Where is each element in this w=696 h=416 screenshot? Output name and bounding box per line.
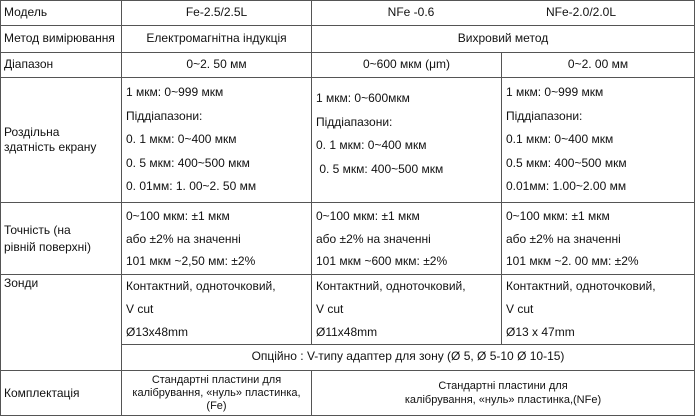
label-method [1,26,122,53]
label-accuracy-line2: рівній поверхні) [4,239,91,254]
accuracy-fe-line: або ±2% на значенні [126,231,241,246]
label-kit-text: Комплектація [4,386,80,400]
label-range [1,53,122,78]
model-fe [122,1,312,26]
probes-nfe06-line: Контактний, одноточковий, [316,279,466,293]
resolution-nfe20-line: 0.01мм: 1.00~2.00 мм [506,179,627,193]
resolution-nfe06 [312,78,502,203]
probes-nfe20 [502,275,695,345]
method-fe [122,26,312,53]
kit-nfe-line: Стандартні пластини для [438,380,568,392]
method-nfe-text: Вихровий метод [457,31,549,45]
row-accuracy [1,203,695,275]
label-probes-text: Зонди [4,276,39,290]
probes-fe-line: Контактний, одноточковий, [126,279,276,293]
probes-fe [122,275,312,345]
model-nfe-cell [312,1,695,26]
label-resolution-line2: здатність екрану [4,140,97,154]
range-nfe06-text: 0~600 мкм (μm) [362,57,451,71]
probes-optional-text: Опційно : V-типу адаптер для зону (Ø 5, Ø 5-10 Ø 10-15) [251,349,565,363]
resolution-nfe20 [502,78,695,203]
label-model [1,1,122,26]
probes-nfe06 [312,275,502,345]
row-range [1,53,695,78]
accuracy-nfe20 [502,203,695,275]
resolution-nfe06-line: Піддіапазони: [316,114,393,129]
accuracy-nfe20-line: або ±2% на значенні [506,231,621,246]
range-fe-text: 0~2. 50 мм [186,57,247,71]
accuracy-nfe06-line: 0~100 мкм: ±1 мкм [316,209,420,223]
row-resolution [1,78,695,203]
model-nfe06-text: NFe -0.6 [387,5,435,19]
accuracy-nfe06-line: 101 мкм ~600 мкм: ±2% [316,254,448,268]
method-fe-text: Електромагнітна індукція [146,31,287,45]
probes-fe-line: V cut [126,302,154,316]
kit-fe-line: (Fe) [206,399,227,412]
kit-nfe [312,371,695,416]
label-resolution [1,78,122,203]
row-method [1,26,695,53]
accuracy-nfe06 [312,203,502,275]
resolution-fe-line: Піддіапазони: [126,108,203,123]
resolution-fe [122,78,312,203]
accuracy-fe-line: 101 мкм ~2,50 мм: ±2% [126,254,256,268]
kit-fe-line: калібрування, «нуль» пластинка, [132,386,301,399]
range-nfe20 [502,53,695,78]
accuracy-nfe20-line: 0~100 мкм: ±1 мкм [506,209,610,223]
probes-nfe20-line: V cut [506,302,534,316]
row-model [1,1,695,26]
label-accuracy-line1: Точність (на [4,222,71,237]
row-probes [1,275,695,345]
kit-fe [122,371,312,416]
resolution-nfe06-line: 0. 5 мкм: 400~500 мкм [316,161,444,176]
label-model-text: Модель [4,5,48,19]
resolution-nfe20-line: 0.5 мкм: 400~500 мкм [506,155,627,170]
resolution-nfe06-line: 0. 1 мкм: 0~400 мкм [316,138,427,152]
range-fe [122,53,312,78]
probes-nfe20-line: Ø13 x 47mm [506,325,575,339]
resolution-nfe06-line: 1 мкм: 0~600мкм [316,91,410,105]
model-fe-text: Fe-2.5/2.5L [185,5,248,19]
probes-nfe06-line: V cut [316,302,344,316]
resolution-nfe20-line: 0.1 мкм: 0~400 мкм [506,132,614,146]
row-kit [1,371,695,416]
probes-optional [122,345,695,371]
accuracy-nfe06-line: або ±2% на значенні [316,231,431,246]
accuracy-fe-line: 0~100 мкм: ±1 мкм [126,209,230,223]
label-resolution-line1: Роздільна [4,125,60,139]
resolution-fe-line: 0. 1 мкм: 0~400 мкм [126,132,237,146]
label-probes [1,275,122,371]
label-accuracy [1,203,122,275]
resolution-fe-line: 0. 5 мкм: 400~500 мкм [126,155,250,170]
accuracy-nfe20-line: 101 мкм ~2. 00 мм: ±2% [506,254,639,268]
accuracy-fe [122,203,312,275]
label-method-text: Метод вимірювання [4,31,115,45]
resolution-fe-line: 1 мкм: 0~999 мкм [126,85,224,99]
label-kit [1,371,122,416]
resolution-nfe20-line: Піддіапазони: [506,108,583,123]
range-nfe06 [312,53,502,78]
label-range-text: Діапазон [4,57,54,71]
kit-fe-line: Стандартні пластини для [151,373,282,386]
range-nfe20-text: 0~2. 00 мм [567,57,629,71]
resolution-fe-line: 0. 01мм: 1. 00~2. 50 мм [126,179,257,193]
probes-nfe20-line: Контактний, одноточковий, [506,279,656,293]
probes-nfe06-line: Ø11x48mm [316,325,378,339]
method-nfe [312,26,695,53]
resolution-nfe20-line: 1 мкм: 0~999 мкм [506,85,604,99]
probes-fe-line: Ø13x48mm [126,325,189,339]
kit-nfe-line: калібрування, «нуль» пластинка,(NFe) [404,394,602,406]
model-nfe20-text: NFe-2.0/2.0L [545,5,617,19]
